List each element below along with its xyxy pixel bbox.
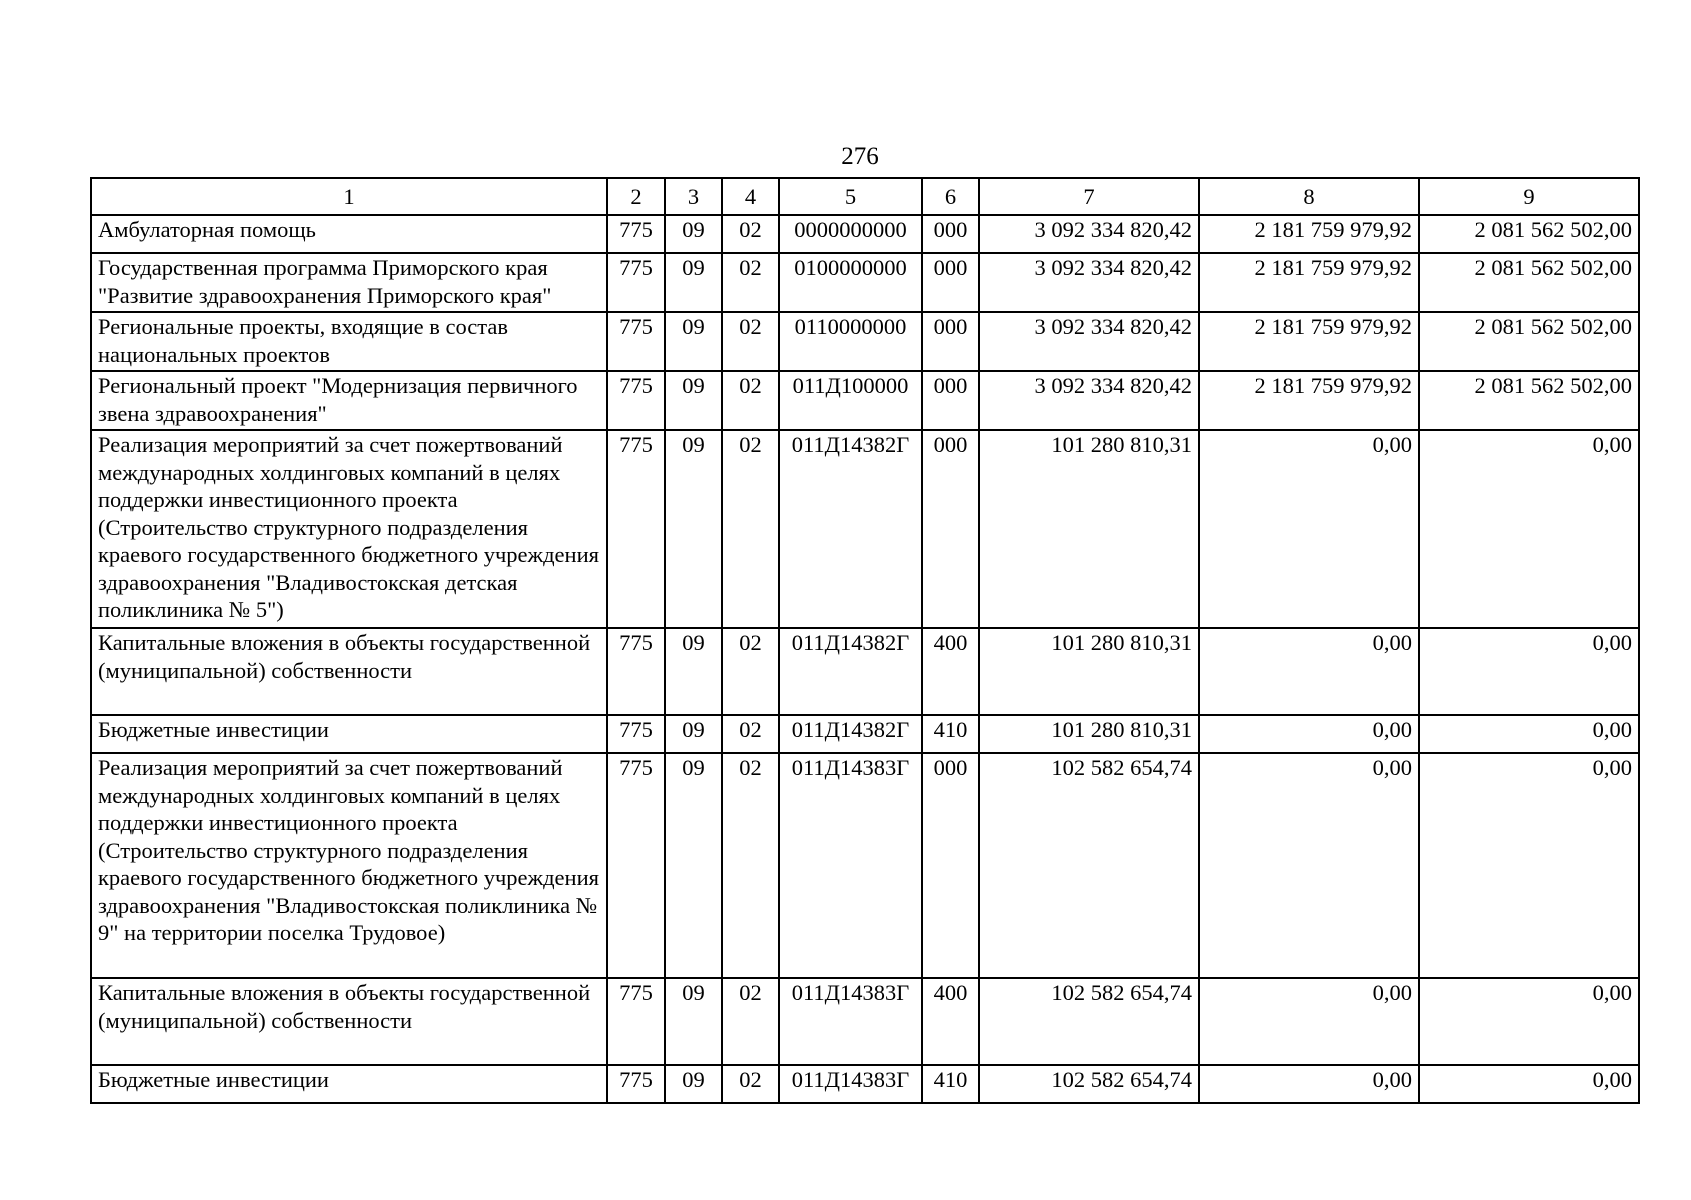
item-name: Региональные проекты, входящие в состав национальных проектов: [91, 312, 607, 371]
code-cell: 011Д14383Г: [779, 1065, 922, 1103]
table-row: [91, 1065, 1639, 1103]
code-cell: 0100000000: [779, 253, 922, 312]
amount-cell: 3 092 334 820,42: [979, 215, 1199, 253]
table-row: [91, 312, 1639, 371]
code-cell: 09: [665, 253, 722, 312]
amount-cell: 2 081 562 502,00: [1419, 215, 1639, 253]
amount-cell: 0,00: [1199, 430, 1419, 628]
item-name: Региональный проект "Модернизация первичного звена здравоохранения": [91, 371, 607, 430]
amount-cell: 0,00: [1419, 1065, 1639, 1103]
code-cell: 000: [922, 312, 979, 371]
code-cell: 02: [722, 1065, 779, 1103]
code-cell: 400: [922, 978, 979, 1065]
code-cell: 02: [722, 628, 779, 715]
amount-cell: 2 081 562 502,00: [1419, 312, 1639, 371]
header-cell: 8: [1199, 178, 1419, 215]
table-row: [91, 753, 1639, 978]
code-cell: 09: [665, 371, 722, 430]
code-cell: 09: [665, 1065, 722, 1103]
item-name: Государственная программа Приморского края "Развитие здравоохранения Приморского края": [91, 253, 607, 312]
item-name: Бюджетные инвестиции: [91, 715, 607, 753]
amount-cell: 2 181 759 979,92: [1199, 312, 1419, 371]
table-row: [91, 715, 1639, 753]
code-cell: 011Д14382Г: [779, 715, 922, 753]
amount-cell: 3 092 334 820,42: [979, 253, 1199, 312]
header-cell: 1: [91, 178, 607, 215]
amount-cell: 101 280 810,31: [979, 715, 1199, 753]
header-cell: 2: [607, 178, 665, 215]
amount-cell: 0,00: [1419, 978, 1639, 1065]
code-cell: 02: [722, 253, 779, 312]
amount-cell: 0,00: [1199, 715, 1419, 753]
amount-cell: 101 280 810,31: [979, 430, 1199, 628]
code-cell: 775: [607, 715, 665, 753]
code-cell: 02: [722, 978, 779, 1065]
amount-cell: 0,00: [1199, 978, 1419, 1065]
amount-cell: 2 081 562 502,00: [1419, 371, 1639, 430]
item-name: Реализация мероприятий за счет пожертвований международных холдинговых компаний в целях поддержки инвестиционного проекта (Строительство структурного подразделения краевого государственного бюджетного учреждения здравоохранения "Владивостокская поликлиника № 9" на территории поселка Трудовое): [91, 753, 607, 978]
item-name: Капитальные вложения в объекты государственной (муниципальной) собственности: [91, 628, 607, 715]
code-cell: 09: [665, 628, 722, 715]
table-row: [91, 253, 1639, 312]
amount-cell: 0,00: [1199, 628, 1419, 715]
code-cell: 011Д14383Г: [779, 978, 922, 1065]
header-cell: 3: [665, 178, 722, 215]
code-cell: 02: [722, 715, 779, 753]
amount-cell: 0,00: [1419, 628, 1639, 715]
code-cell: 775: [607, 430, 665, 628]
code-cell: 011Д14382Г: [779, 430, 922, 628]
code-cell: 000: [922, 253, 979, 312]
amount-cell: 0,00: [1199, 1065, 1419, 1103]
table-row: [91, 978, 1639, 1065]
code-cell: 09: [665, 430, 722, 628]
table-row: [91, 430, 1639, 628]
code-cell: 02: [722, 753, 779, 978]
amount-cell: 3 092 334 820,42: [979, 371, 1199, 430]
header-cell: 4: [722, 178, 779, 215]
code-cell: 011Д100000: [779, 371, 922, 430]
page-number: 276: [841, 143, 879, 170]
table-row: [91, 215, 1639, 253]
code-cell: 775: [607, 371, 665, 430]
amount-cell: 101 280 810,31: [979, 628, 1199, 715]
amount-cell: 2 081 562 502,00: [1419, 253, 1639, 312]
amount-cell: 2 181 759 979,92: [1199, 371, 1419, 430]
code-cell: 011Д14382Г: [779, 628, 922, 715]
code-cell: 09: [665, 978, 722, 1065]
table-row: [91, 371, 1639, 430]
code-cell: 000: [922, 753, 979, 978]
code-cell: 410: [922, 715, 979, 753]
item-name: Бюджетные инвестиции: [91, 1065, 607, 1103]
code-cell: 775: [607, 312, 665, 371]
code-cell: 02: [722, 312, 779, 371]
header-cell: 9: [1419, 178, 1639, 215]
header-cell: 7: [979, 178, 1199, 215]
amount-cell: 0,00: [1419, 753, 1639, 978]
code-cell: 775: [607, 215, 665, 253]
header-row: [91, 178, 1639, 215]
budget-table: [90, 177, 1640, 1104]
code-cell: 775: [607, 1065, 665, 1103]
amount-cell: 0,00: [1199, 753, 1419, 978]
amount-cell: 2 181 759 979,92: [1199, 253, 1419, 312]
code-cell: 09: [665, 715, 722, 753]
code-cell: 410: [922, 1065, 979, 1103]
code-cell: 09: [665, 312, 722, 371]
table-row: [91, 628, 1639, 715]
code-cell: 775: [607, 628, 665, 715]
code-cell: 0000000000: [779, 215, 922, 253]
code-cell: 02: [722, 215, 779, 253]
code-cell: 775: [607, 253, 665, 312]
amount-cell: 102 582 654,74: [979, 1065, 1199, 1103]
amount-cell: 0,00: [1419, 430, 1639, 628]
amount-cell: 3 092 334 820,42: [979, 312, 1199, 371]
item-name: Реализация мероприятий за счет пожертвований международных холдинговых компаний в целях поддержки инвестиционного проекта (Строительство структурного подразделения краевого государственного бюджетного учреждения здравоохранения "Владивостокская детская поликлиника № 5"): [91, 430, 607, 628]
header-cell: 6: [922, 178, 979, 215]
header-cell: 5: [779, 178, 922, 215]
code-cell: 000: [922, 430, 979, 628]
code-cell: 02: [722, 430, 779, 628]
code-cell: 000: [922, 215, 979, 253]
table-body: [91, 178, 1639, 1103]
amount-cell: 0,00: [1419, 715, 1639, 753]
item-name: Капитальные вложения в объекты государственной (муниципальной) собственности: [91, 978, 607, 1065]
code-cell: 400: [922, 628, 979, 715]
code-cell: 09: [665, 215, 722, 253]
code-cell: 775: [607, 753, 665, 978]
code-cell: 09: [665, 753, 722, 978]
code-cell: 775: [607, 978, 665, 1065]
amount-cell: 102 582 654,74: [979, 753, 1199, 978]
code-cell: 0110000000: [779, 312, 922, 371]
amount-cell: 102 582 654,74: [979, 978, 1199, 1065]
code-cell: 011Д14383Г: [779, 753, 922, 978]
code-cell: 02: [722, 371, 779, 430]
code-cell: 000: [922, 371, 979, 430]
amount-cell: 2 181 759 979,92: [1199, 215, 1419, 253]
item-name: Амбулаторная помощь: [91, 215, 607, 253]
